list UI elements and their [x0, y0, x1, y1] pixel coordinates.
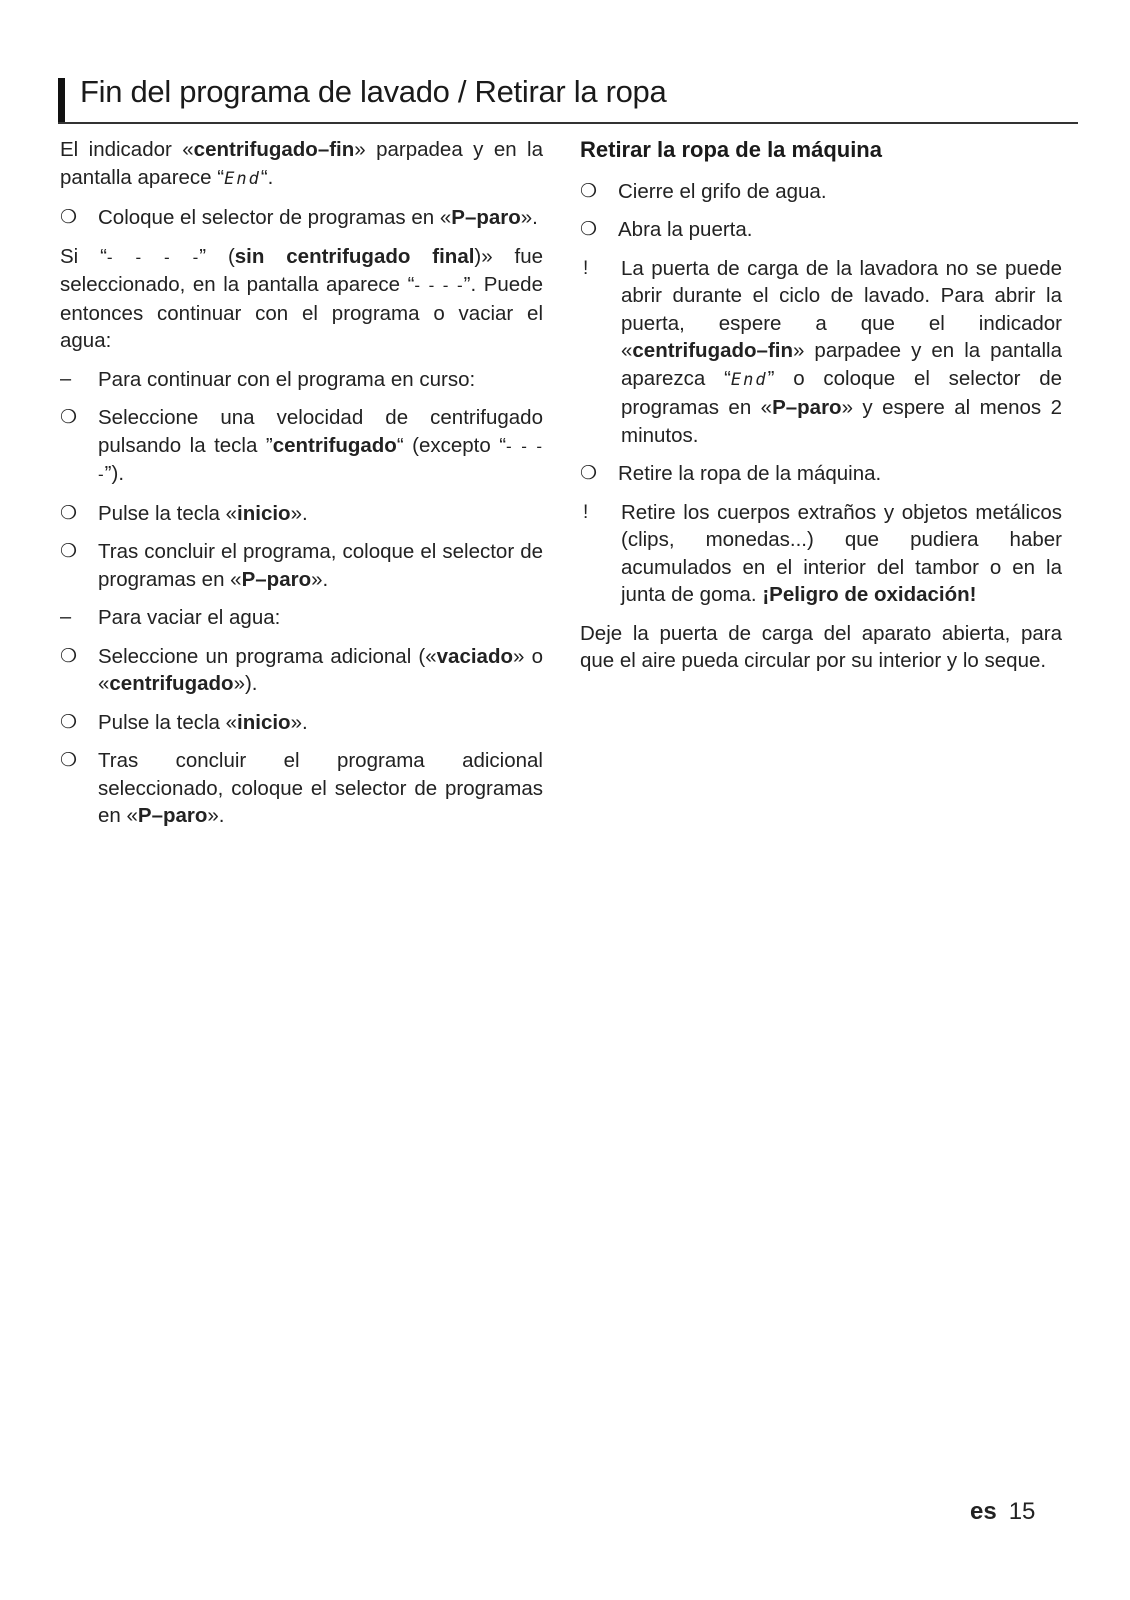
section-header: [58, 72, 1078, 124]
language-code: es: [970, 1498, 997, 1525]
list-item: – Para vaciar el agua:: [60, 604, 543, 632]
bullet-circle-icon: ❍: [60, 711, 78, 733]
warning-icon: !: [583, 501, 589, 523]
rust-warning: ¡Peligro de oxidación!: [762, 583, 977, 606]
bullet-circle-icon: ❍: [60, 645, 78, 667]
warning-item: ! Retire los cuerpos extraños y objetos metálicos (clips, monedas...) que pudiera haber acumulados en el interior del tambor o en la junta de goma. ¡Peligro de oxidación!: [580, 499, 1062, 609]
page-footer: [970, 1498, 1035, 1526]
list-item: ❍ Cierre el grifo de agua.: [580, 178, 1062, 206]
list-item: ❍ Pulse la tecla «inicio».: [60, 500, 543, 528]
list-item: ❍ Tras concluir el programa, coloque el selector de programas en «P–paro».: [60, 540, 543, 591]
bullet-circle-icon: ❍: [60, 750, 78, 771]
warning-icon: !: [583, 257, 589, 279]
bullet-circle-icon: ❍: [60, 207, 78, 228]
list-item: ❍ Seleccione un programa adicional («vaciado» o «centrifugado»).: [60, 644, 543, 695]
closing-paragraph: Deje la puerta de carga del aparato abierta, para que el aire pueda circular por su interior y lo seque.: [580, 621, 1062, 672]
bullet-circle-icon: ❍: [60, 502, 78, 524]
left-column: [60, 136, 543, 841]
page-number: 15: [1008, 1498, 1036, 1525]
lcd-display-text: End: [224, 168, 261, 189]
bullet-circle-icon: ❍: [580, 219, 598, 240]
list-item: ❍ Coloque el selector de programas en «P–paro».: [60, 204, 543, 232]
lcd-display-text: End: [730, 369, 768, 390]
header-accent-bar: [58, 78, 65, 122]
list-item: ❍ Tras concluir el programa adicional seleccionado, coloque el selector de programas en «P–paro».: [60, 749, 543, 827]
bullet-circle-icon: ❍: [60, 541, 78, 562]
list-item: ❍ Seleccione una velocidad de centrifugado pulsando la tecla ”centrifugado“ (excepto “- - - -”).: [60, 406, 544, 485]
no-spin-paragraph: Si “- - - -” (sin centrifugado final)» fue seleccionado, en la pantalla aparece “- - - -”. Puede entonces continuar con el programa o vaciar el agua:: [60, 244, 544, 352]
right-column: [580, 136, 1062, 686]
page-title: Fin del programa de lavado / Retirar la ropa: [80, 74, 667, 109]
section-subheading: Retirar la ropa de la máquina: [580, 137, 882, 162]
warning-item: ! La puerta de carga de la lavadora no se puede abrir durante el ciclo de lavado. Para abrir la puerta, espere a que el indicador «centrifugado–fin» parpadee y en la pantalla aparezca “End” o coloque el selector de programas en «P–paro» y espere al menos 2 minutos.: [580, 255, 1062, 450]
list-item: ❍ Pulse la tecla «inicio».: [60, 709, 543, 737]
dash-marker: –: [60, 606, 72, 628]
bullet-circle-icon: ❍: [580, 180, 598, 202]
intro-paragraph: El indicador «centrifugado–fin» parpadea y en la pantalla aparece “End“.: [60, 138, 543, 189]
list-item: – Para continuar con el programa en curso:: [60, 366, 543, 394]
list-item: ❍ Abra la puerta.: [580, 216, 1062, 244]
list-item: ❍ Retire la ropa de la máquina.: [580, 460, 1062, 488]
bullet-circle-icon: ❍: [60, 407, 78, 428]
dash-marker: –: [60, 367, 72, 390]
bullet-circle-icon: ❍: [580, 463, 598, 484]
